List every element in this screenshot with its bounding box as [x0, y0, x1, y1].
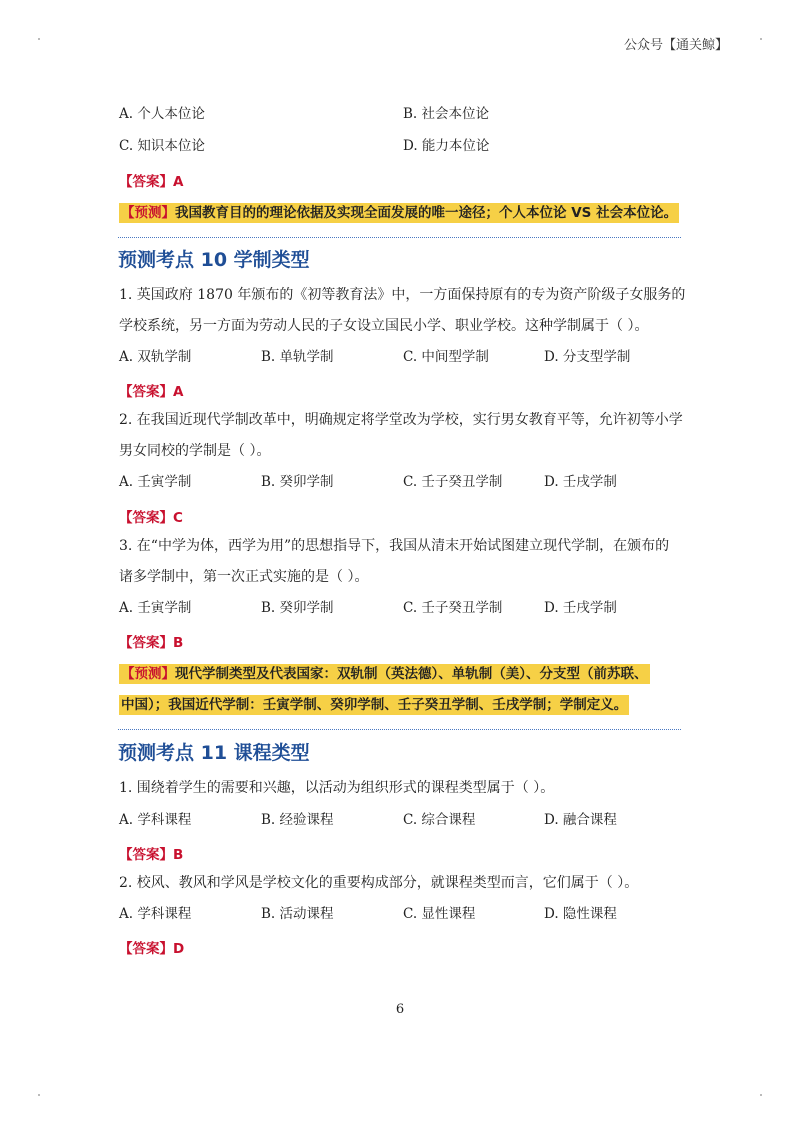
predict-box [119, 201, 679, 221]
option-d: D. 隐性课程 [544, 906, 617, 922]
predict-highlight [119, 695, 629, 715]
question-text: 2. 在我国近现代学制改革中，明确规定将学堂改为学校，实行男女教育平等，允许初等小学 [119, 412, 683, 428]
answer: 【答案】B [119, 635, 184, 651]
question-text: 1. 围绕着学生的需要和兴趣，以活动为组织形式的课程类型属于（ ）。 [119, 780, 555, 796]
option-a: A. 壬寅学制 [119, 600, 192, 616]
answer: 【答案】A [119, 174, 184, 190]
section-divider [118, 237, 681, 238]
corner-mark [760, 1094, 762, 1096]
option-a: A. 学科课程 [119, 812, 192, 828]
option-c: C. 综合课程 [403, 812, 476, 828]
corner-mark [38, 38, 40, 40]
section-divider [118, 729, 681, 730]
option-b: B. 活动课程 [261, 906, 334, 922]
predict-highlight [119, 664, 650, 684]
question-text: 1. 英国政府 1870 年颁布的《初等教育法》中，一方面保持原有的专为资产阶级子女服务的 [119, 287, 686, 303]
predict-text: 中国）；我国近代学制：壬寅学制、癸卯学制、壬子癸丑学制、壬戌学制；学制定义。 [121, 697, 628, 713]
option-a: A. 壬寅学制 [119, 474, 192, 490]
corner-mark [38, 1094, 40, 1096]
answer: 【答案】D [119, 941, 185, 957]
predict-box-line2 [119, 693, 629, 713]
predict-text: 我国教育目的的理论依据及实现全面发展的唯一途径；个人本位论 VS 社会本位论。 [175, 205, 678, 221]
option-b: B. 单轨学制 [261, 349, 334, 365]
predict-box [119, 662, 650, 682]
answer: 【答案】C [119, 510, 183, 526]
question-text: 2. 校风、教风和学风是学校文化的重要构成部分，就课程类型而言，它们属于（ ）。 [119, 875, 639, 891]
option-b: B. 癸卯学制 [261, 600, 334, 616]
predict-tag: 【预测】 [121, 666, 175, 682]
option-c: C. 壬子癸丑学制 [403, 600, 503, 616]
option-d: D. 壬戌学制 [544, 474, 617, 490]
option-b: B. 社会本位论 [403, 106, 490, 122]
option-c: C. 壬子癸丑学制 [403, 474, 503, 490]
corner-mark [760, 38, 762, 40]
header-text: 公众号【通关鲸】 [623, 38, 728, 53]
question-text: 学校系统，另一方面为劳动人民的子女设立国民小学、职业学校。这种学制属于（ ）。 [119, 318, 649, 334]
option-b: B. 癸卯学制 [261, 474, 334, 490]
question-text: 诸多学制中，第一次正式实施的是（ ）。 [119, 569, 369, 585]
option-d: D. 能力本位论 [403, 138, 490, 154]
option-a: A. 个人本位论 [119, 106, 205, 122]
predict-tag: 【预测】 [121, 205, 175, 221]
option-c: C. 知识本位论 [119, 138, 205, 154]
question-text: 男女同校的学制是（ ）。 [119, 443, 271, 459]
answer: 【答案】A [119, 384, 184, 400]
answer: 【答案】B [119, 847, 184, 863]
option-a: A. 双轨学制 [119, 349, 192, 365]
section-title: 预测考点 10 学制类型 [118, 249, 310, 271]
page-number: 6 [395, 1002, 405, 1017]
question-text: 3. 在“中学为体，西学为用”的思想指导下，我国从清末开始试图建立现代学制，在颁布的 [119, 538, 670, 554]
section-title: 预测考点 11 课程类型 [118, 742, 310, 764]
option-c: C. 中间型学制 [403, 349, 489, 365]
option-b: B. 经验课程 [261, 812, 334, 828]
predict-highlight [119, 203, 679, 223]
option-d: D. 分支型学制 [544, 349, 631, 365]
option-d: D. 融合课程 [544, 812, 617, 828]
option-d: D. 壬戌学制 [544, 600, 617, 616]
predict-text: 现代学制类型及代表国家：双轨制（英法德）、单轨制（美）、分支型（前苏联、 [175, 666, 648, 682]
option-a: A. 学科课程 [119, 906, 192, 922]
option-c: C. 显性课程 [403, 906, 476, 922]
